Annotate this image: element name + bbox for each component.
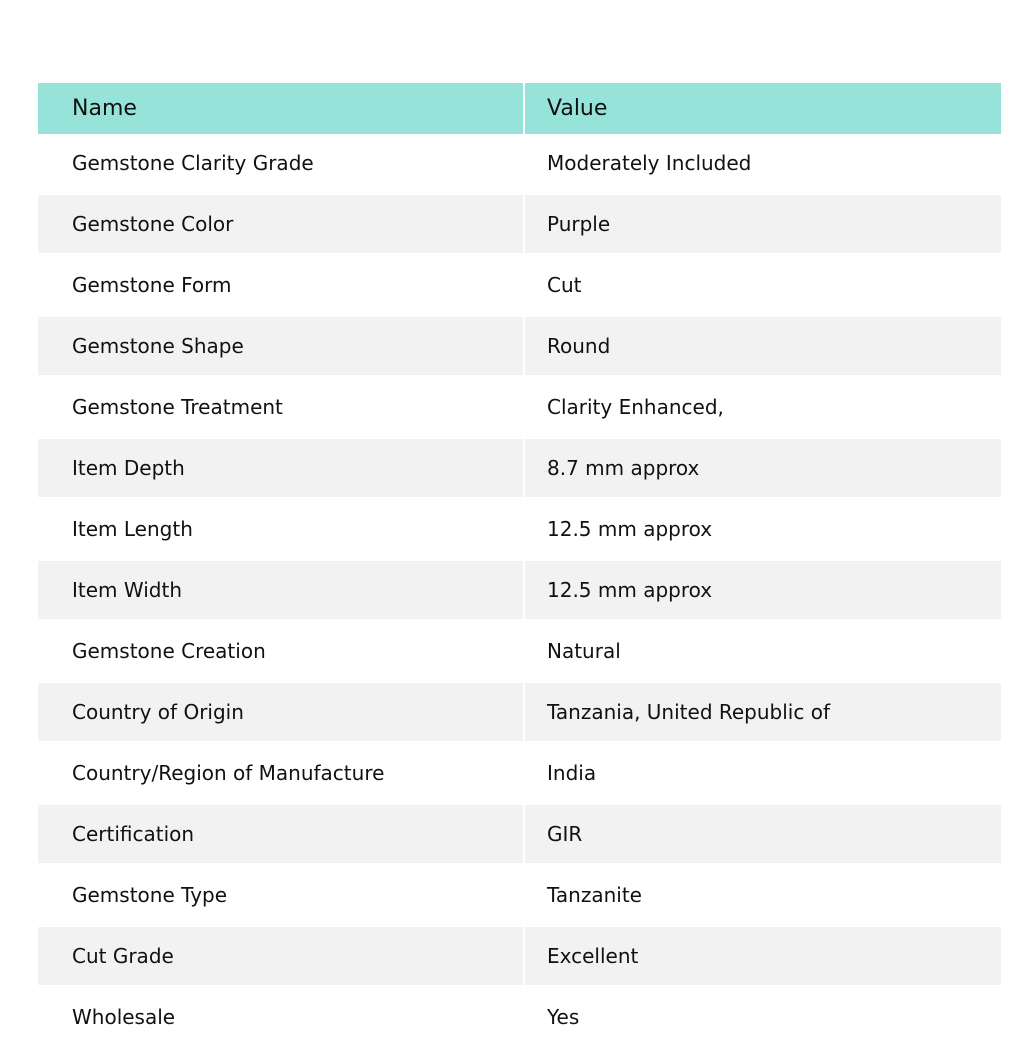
table-row (38, 438, 1001, 499)
table-row (38, 987, 1001, 1046)
row-value-cell: Cut (524, 255, 1001, 316)
row-value-cell: 12.5 mm approx (524, 560, 1001, 621)
table-row (38, 743, 1001, 804)
row-name-cell: Gemstone Type (38, 865, 524, 926)
row-name-cell: Item Width (38, 560, 524, 621)
row-value-cell: India (524, 743, 1001, 804)
name-column-header: Name (38, 83, 524, 134)
row-name-cell: Cut Grade (38, 926, 524, 987)
table-body (38, 134, 1001, 1046)
row-name-cell: Gemstone Treatment (38, 377, 524, 438)
row-name-cell: Gemstone Color (38, 194, 524, 255)
table-row (38, 621, 1001, 682)
row-name-cell: Country/Region of Manufacture (38, 743, 524, 804)
table-row (38, 682, 1001, 743)
row-value-cell: Excellent (524, 926, 1001, 987)
table-row (38, 194, 1001, 255)
row-value-cell: Clarity Enhanced, (524, 377, 1001, 438)
table-header (38, 83, 1001, 134)
value-column-header: Value (524, 83, 1001, 134)
row-value-cell: 8.7 mm approx (524, 438, 1001, 499)
table-row (38, 134, 1001, 194)
row-value-cell: Moderately Included (524, 134, 1001, 194)
table-row (38, 316, 1001, 377)
row-name-cell: Certification (38, 804, 524, 865)
row-name-cell: Gemstone Clarity Grade (38, 134, 524, 194)
table-row (38, 804, 1001, 865)
row-value-cell: Tanzanite (524, 865, 1001, 926)
row-name-cell: Country of Origin (38, 682, 524, 743)
row-name-cell: Item Length (38, 499, 524, 560)
row-name-cell: Gemstone Shape (38, 316, 524, 377)
row-name-cell: Gemstone Form (38, 255, 524, 316)
row-value-cell: Natural (524, 621, 1001, 682)
row-value-cell: GIR (524, 804, 1001, 865)
row-value-cell: Round (524, 316, 1001, 377)
row-name-cell: Wholesale (38, 987, 524, 1046)
row-name-cell: Gemstone Creation (38, 621, 524, 682)
table-row (38, 865, 1001, 926)
row-name-cell: Item Depth (38, 438, 524, 499)
row-value-cell: Tanzania, United Republic of (524, 682, 1001, 743)
table-row (38, 377, 1001, 438)
row-value-cell: Purple (524, 194, 1001, 255)
table-row (38, 499, 1001, 560)
spec-table (38, 83, 1001, 1046)
table-row (38, 560, 1001, 621)
row-value-cell: Yes (524, 987, 1001, 1046)
header-row (38, 83, 1001, 134)
row-value-cell: 12.5 mm approx (524, 499, 1001, 560)
table-row (38, 926, 1001, 987)
table-row (38, 255, 1001, 316)
